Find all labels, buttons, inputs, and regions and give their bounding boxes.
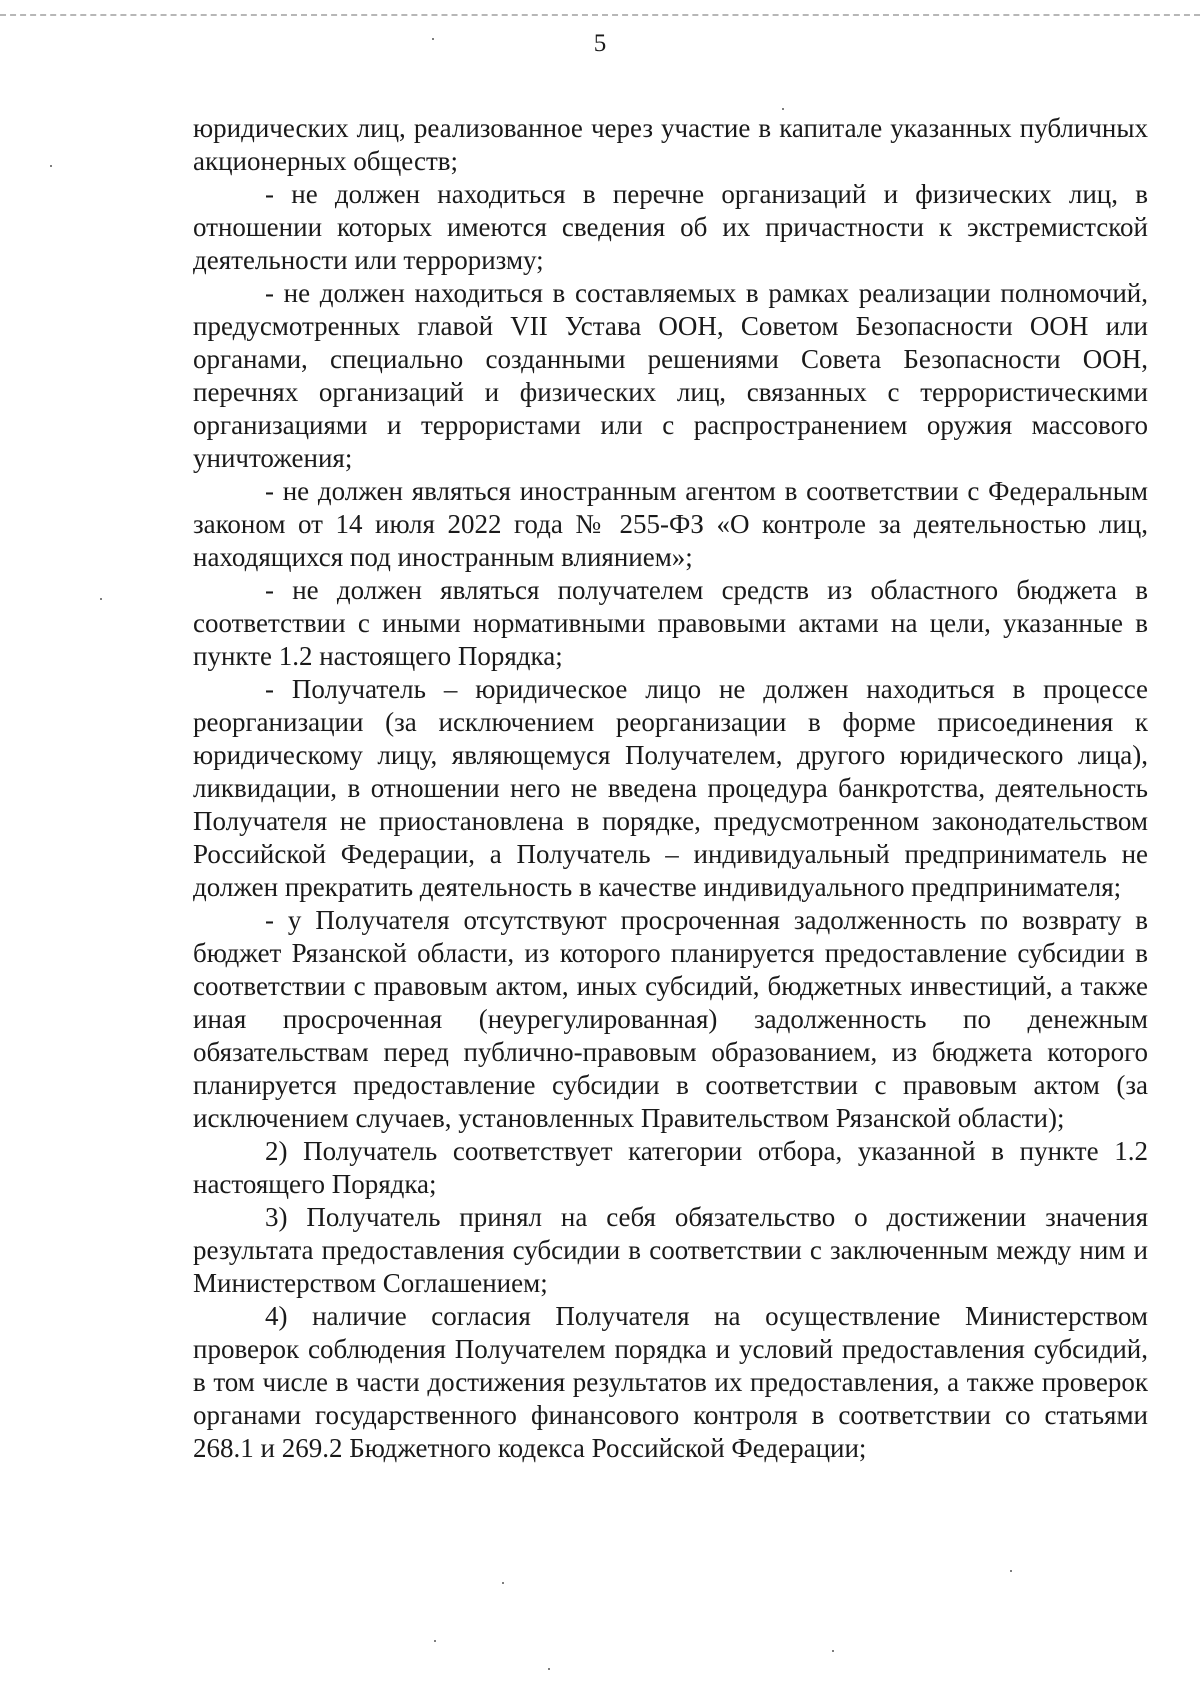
scan-speck xyxy=(432,38,434,40)
paragraph-reorganization: - Получатель – юридическое лицо не должен находиться в процессе реорганизации (за исключением реорганизации в форме присоединения к юридическому лицу, являющемуся Получателем, другого юридического лица), ликвидации, в отношении него не введена процедура банкротства, деятельность Получателя не приостановлена в порядке, предусмотренном законодательством Российской Федерации, а Получатель – индивидуальный предприниматель не должен прекратить деятельность в качестве индивидуального предпринимателя; xyxy=(193,674,1148,902)
paragraph-item-2: 2) Получатель соответствует категории отбора, указанной в пункте 1.2 настоящего Порядка; xyxy=(193,1136,1148,1199)
paragraph-extremism-list: - не должен находиться в перечне организаций и физических лиц, в отношении которых имеются сведения об их причастности к экстремистской деятельности или терроризму; xyxy=(193,179,1148,275)
scan-speck xyxy=(502,1582,504,1584)
scan-speck xyxy=(782,108,784,110)
paragraph-un-sanctions-list: - не должен находиться в составляемых в рамках реализации полномочий, предусмотренных главой VII Устава ООН, Советом Безопасности ООН или органами, специально созданными решениями Совета Безопасности ООН, перечнях организаций и физических лиц, связанных с террористическими организациями и террористами или с распространением оружия массового уничтожения; xyxy=(193,278,1148,473)
scan-speck xyxy=(100,598,102,600)
scan-speck xyxy=(1010,1570,1012,1572)
paragraph-item-3: 3) Получатель принял на себя обязательство о достижении значения результата предоставления субсидии в соответствии с заключенным между ним и Министерством Соглашением; xyxy=(193,1202,1148,1298)
scan-speck xyxy=(548,1668,550,1670)
scan-speck xyxy=(50,165,52,167)
document-body xyxy=(193,112,1148,1465)
scan-top-edge xyxy=(0,14,1200,16)
paragraph-overdue-debt: - у Получателя отсутствуют просроченная задолженность по возврату в бюджет Рязанской области, из которого планируется предоставление субсидии в соответствии с правовым актом, иных субсидий, бюджетных инвестиций, а также иная просроченная (неурегулированная) задолженность по денежным обязательствам перед публично-правовым образованием, из бюджета которого планируется предоставление субсидии в соответствии с правовым актом (за исключением случаев, установленных Правительством Рязанской области); xyxy=(193,905,1148,1133)
scan-speck xyxy=(832,1650,834,1652)
paragraph-continuation: юридических лиц, реализованное через участие в капитале указанных публичных акционерных обществ; xyxy=(193,113,1148,176)
paragraph-other-budget-funds: - не должен являться получателем средств из областного бюджета в соответствии с иными нормативными правовыми актами на цели, указанные в пункте 1.2 настоящего Порядка; xyxy=(193,575,1148,671)
paragraph-foreign-agent: - не должен являться иностранным агентом в соответствии с Федеральным законом от 14 июля 2022 года № 255-ФЗ «О контроле за деятельностью лиц, находящихся под иностранным влиянием»; xyxy=(193,476,1148,572)
paragraph-item-4: 4) наличие согласия Получателя на осуществление Министерством проверок соблюдения Получателем порядка и условий предоставления субсидий, в том числе в части достижения результатов их предоставления, а также проверок органами государственного финансового контроля в соответствии со статьями 268.1 и 269.2 Бюджетного кодекса Российской Федерации; xyxy=(193,1301,1148,1463)
page-number: 5 xyxy=(593,30,607,57)
scan-speck xyxy=(434,1640,436,1642)
